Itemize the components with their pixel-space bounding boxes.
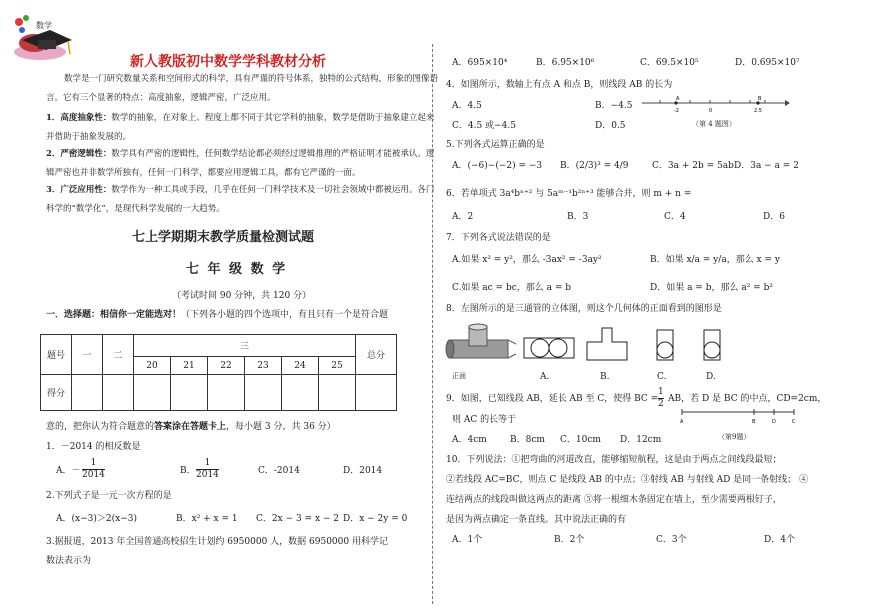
- intro-p2: [46, 109, 441, 147]
- q9-stem: [446, 393, 658, 405]
- q9-point-a: A: [680, 419, 684, 425]
- svg-text:A: A: [676, 96, 680, 102]
- q7-option-b[interactable]: B．如果 x/a = y/a，那么 x = y: [650, 255, 780, 265]
- q8-option-a[interactable]: A.: [540, 372, 550, 382]
- q1-option-c[interactable]: C．-2014: [258, 466, 300, 476]
- q1-b-den: 2014: [196, 470, 219, 480]
- score-sub: 21: [171, 357, 208, 375]
- intro-p4-text: 数学作为一种工具或手段，几乎在任何一门科学技术及一切社会领域中都被运用。各门科学的“数学化”，是现代科学发展的一大趋势。: [46, 185, 435, 214]
- score-h-title: 题号: [41, 335, 72, 375]
- q5-option-c[interactable]: C．3a + 2b = 5ab: [652, 161, 734, 171]
- logo-text: 数学: [36, 21, 52, 30]
- intro-p3-label: 2．严密逻辑性：: [46, 149, 112, 159]
- intro-p4: [46, 181, 441, 219]
- q9-frac-num: 1: [658, 387, 664, 397]
- score-cell[interactable]: [134, 375, 171, 411]
- exam-meta: （考试时间 90 分钟，共 120 分）: [172, 291, 312, 301]
- q7-stem: 7．下列各式说法错误的是: [446, 233, 551, 243]
- intro-p2-text: 数学的抽象，在对象上、程度上都不同于其它学科的抽象，数学是借助于抽象建立起来并借助于抽象发展的。: [46, 113, 435, 142]
- q3-option-b[interactable]: B．6.95×10⁶: [536, 58, 595, 68]
- q1-option-a[interactable]: [56, 465, 81, 477]
- q9-option-c[interactable]: C．10cm: [560, 435, 601, 445]
- q10-line1: 10．下列说法：①把弯曲的河道改直，能够缩短航程，这是由于两点之间线段最短；: [446, 455, 782, 465]
- q4-fig-caption: （第 4 题图）: [692, 120, 736, 128]
- q9-frac-den: 2: [658, 399, 664, 409]
- q9-fig-caption: （第9题）: [718, 433, 751, 441]
- q4-stem: 4．如图所示，数轴上有点 A 和点 B，则线段 AB 的长为: [446, 80, 673, 90]
- intro-p4-label: 3．广泛应用性：: [46, 185, 112, 195]
- section1-cont-a: 意的，把你认为符合题意的: [46, 422, 155, 432]
- q2-stem: 2.下列式子是一元一次方程的是: [46, 491, 172, 501]
- q1-a-frac: [82, 458, 105, 481]
- q1-option-b[interactable]: B．: [180, 466, 196, 476]
- q6-option-a[interactable]: A．2: [452, 212, 474, 222]
- q8-front-label: 正面: [452, 372, 466, 380]
- q10-line2: ②若线段 AC=BC，则点 C 是线段 AB 的中点；③射线 AB 与射线 AD 是同一条射线； ④: [446, 475, 809, 485]
- intro-p3: [46, 145, 441, 183]
- q6-option-b[interactable]: B．3: [567, 212, 589, 222]
- q5-b-label: B．: [560, 161, 576, 171]
- section1-cont-b: 答案涂在答题卡上: [154, 422, 227, 432]
- q3-option-d[interactable]: D．0.695×10⁷: [735, 58, 800, 68]
- score-h-total: 总分: [356, 335, 397, 375]
- q3-option-a[interactable]: A．695×10⁴: [452, 58, 508, 68]
- banner-title: 新人教版初中数学学科教材分析: [130, 54, 326, 70]
- score-h-three: 三: [134, 335, 356, 357]
- q5-b-expr: (2/3)³ = 4/9: [575, 161, 629, 171]
- svg-text:B: B: [758, 96, 762, 102]
- score-sub: 23: [245, 357, 282, 375]
- q6-stem-a: 6．若单项式 3a⁴b: [446, 189, 521, 199]
- graduation-cap-icon: [10, 10, 100, 65]
- q9-stem-a: 9．如图，已知线段 AB，延长 AB 至 C，使得 BC =: [446, 394, 659, 404]
- q7-option-d[interactable]: D．如果 a = b，那么 a² = b²: [650, 283, 773, 293]
- column-divider: [432, 44, 433, 604]
- q8-figures: [442, 322, 732, 382]
- score-cell[interactable]: [356, 375, 397, 411]
- score-cell[interactable]: [72, 375, 103, 411]
- q10-option-a[interactable]: A．1个: [452, 535, 483, 545]
- q9-option-d[interactable]: D．12cm: [620, 435, 662, 445]
- q2-option-c[interactable]: C．2x − 3 = x − 2: [256, 514, 340, 524]
- q6-option-c[interactable]: C．4: [664, 212, 686, 222]
- q8-stem: 8．左图所示的是三通管的立体图，则这个几何体的正面看到的图形是: [446, 304, 722, 314]
- score-table: [40, 334, 397, 411]
- q4-tick-1: -2: [674, 108, 679, 114]
- q2-option-d[interactable]: D．x − 2y = 0: [343, 514, 408, 524]
- q4-option-d[interactable]: D．0.5: [595, 121, 626, 131]
- q10-option-d[interactable]: D．4个: [764, 535, 795, 545]
- intro-p1: 数学是一门研究数量关系和空间形式的科学，具有严谨的符号体系，独特的公式结构，形象的图像语言。它有三个显著的特点：高度抽象，逻辑严密，广泛应用。: [46, 74, 439, 103]
- section1-continued: [46, 421, 336, 433]
- q5-option-a[interactable]: A．(−6)−(−2) = −3: [452, 161, 543, 171]
- q1-a-den: 2014: [82, 470, 105, 480]
- score-sub: 20: [134, 357, 171, 375]
- q9-frac: [658, 387, 664, 410]
- score-cell[interactable]: [319, 375, 356, 411]
- section1-heading: [46, 309, 388, 321]
- section1-cont-c: ，每小题 3 分，共 36 分）: [226, 422, 336, 432]
- q2-option-a[interactable]: A．(x−3)＞2(x−3): [56, 514, 137, 524]
- q1-b-num: 1: [204, 458, 211, 468]
- q6-stem-b: ⁿ⁺²: [520, 189, 533, 199]
- q2-option-b[interactable]: B．x² + x = 1: [176, 514, 238, 524]
- q8-option-c[interactable]: C.: [657, 372, 667, 382]
- q4-option-b[interactable]: B．−4.5: [595, 101, 633, 111]
- q7-option-c[interactable]: C.如果 ac = bc，那么 a = b: [452, 283, 572, 293]
- q7-option-a[interactable]: A.如果 x² = y²，那么 -3ax² = -3ay²: [452, 255, 602, 265]
- score-sub: 24: [282, 357, 319, 375]
- q3-stem: 3.据报道，2013 年全国普通高校招生计划约 6950000 人，数据 6950000 用科学记: [46, 537, 388, 547]
- q1-b-frac: [196, 458, 219, 481]
- q3-option-c[interactable]: C．69.5×10⁵: [640, 58, 699, 68]
- score-cell[interactable]: [282, 375, 319, 411]
- q4-option-c[interactable]: C．4.5 或−4.5: [452, 121, 516, 131]
- q9-option-b[interactable]: B．8cm: [510, 435, 545, 445]
- q4-tick-2: 0: [709, 108, 713, 114]
- intro-p2-label: 1．高度抽象性：: [46, 113, 112, 123]
- exam-subtitle: 七 年 级 数 学: [186, 262, 288, 277]
- q9-option-a[interactable]: A．4cm: [452, 435, 487, 445]
- q9-point-d: D: [772, 419, 776, 425]
- q8-option-b[interactable]: B.: [600, 372, 610, 382]
- score-cell[interactable]: [208, 375, 245, 411]
- q9-point-b: B: [752, 419, 756, 425]
- score-cell[interactable]: [245, 375, 282, 411]
- q6-stem: [446, 188, 691, 200]
- q4-option-a[interactable]: A．4.5: [452, 101, 482, 111]
- t-pipe-icon: [446, 324, 516, 358]
- q10-line4: 是因为两点确定一条直线。其中说法正确的有: [446, 515, 627, 525]
- score-sub: 25: [319, 357, 356, 375]
- q1-option-d[interactable]: D．2014: [343, 466, 383, 476]
- q9-segment: [678, 407, 798, 427]
- q9-stem-d: AB，若 D 是 BC 的中点，CD=2cm，: [668, 394, 827, 404]
- score-row-label: 得分: [41, 375, 72, 411]
- intro-p3-text: 数学具有严密的逻辑性，任何数学结论都必须经过逻辑推理的严格证明才能被承认。逻辑严密也并非数学所独有，任何一门科学，都要应用逻辑工具，都有它严谨的一面。: [46, 149, 435, 178]
- exam-title: 七上学期期末教学质量检测试题: [132, 230, 315, 245]
- score-h-one: 一: [72, 335, 103, 375]
- q5-option-b[interactable]: [560, 160, 629, 172]
- logo: [10, 10, 100, 65]
- q5-stem: 5.下列各式运算正确的是: [446, 140, 545, 150]
- section1-text: （下列各小题的四个选项中，有且只有一个是符合题: [181, 310, 389, 320]
- q9-point-c: C: [792, 419, 796, 425]
- q10-line3: 连结两点的线段叫做这两点的距离 ⑤将一根细木条固定在墙上，至少需要两根钉子，: [446, 495, 782, 505]
- q4-number-line: [640, 95, 790, 115]
- q4-tick-3: 2.5: [754, 108, 762, 114]
- score-sub: 22: [208, 357, 245, 375]
- q9-stem2: 则 AC 的长等于: [452, 415, 517, 425]
- q1-a-label: A．－: [56, 466, 81, 476]
- score-h-two: 二: [103, 335, 134, 375]
- score-cell[interactable]: [171, 375, 208, 411]
- q3-stem2: 数法表示为: [46, 556, 92, 566]
- q10-option-b[interactable]: B．2个: [554, 535, 585, 545]
- q10-option-c[interactable]: C．3个: [656, 535, 687, 545]
- q1-a-num: 1: [90, 458, 97, 468]
- q8-option-d[interactable]: D.: [706, 372, 716, 382]
- q1-stem: 1．－2014 的相反数是: [46, 442, 141, 452]
- section1-label: 一．选择题：相信你一定能选对！: [46, 310, 182, 320]
- score-cell[interactable]: [103, 375, 134, 411]
- q5-option-d[interactable]: D．3a − a = 2: [734, 161, 799, 171]
- q6-option-d[interactable]: D．6: [763, 212, 785, 222]
- q6-stem-c: 与 5aᵐ⁻¹b²ⁿ⁺³ 能够合并，则 m + n =: [532, 189, 692, 199]
